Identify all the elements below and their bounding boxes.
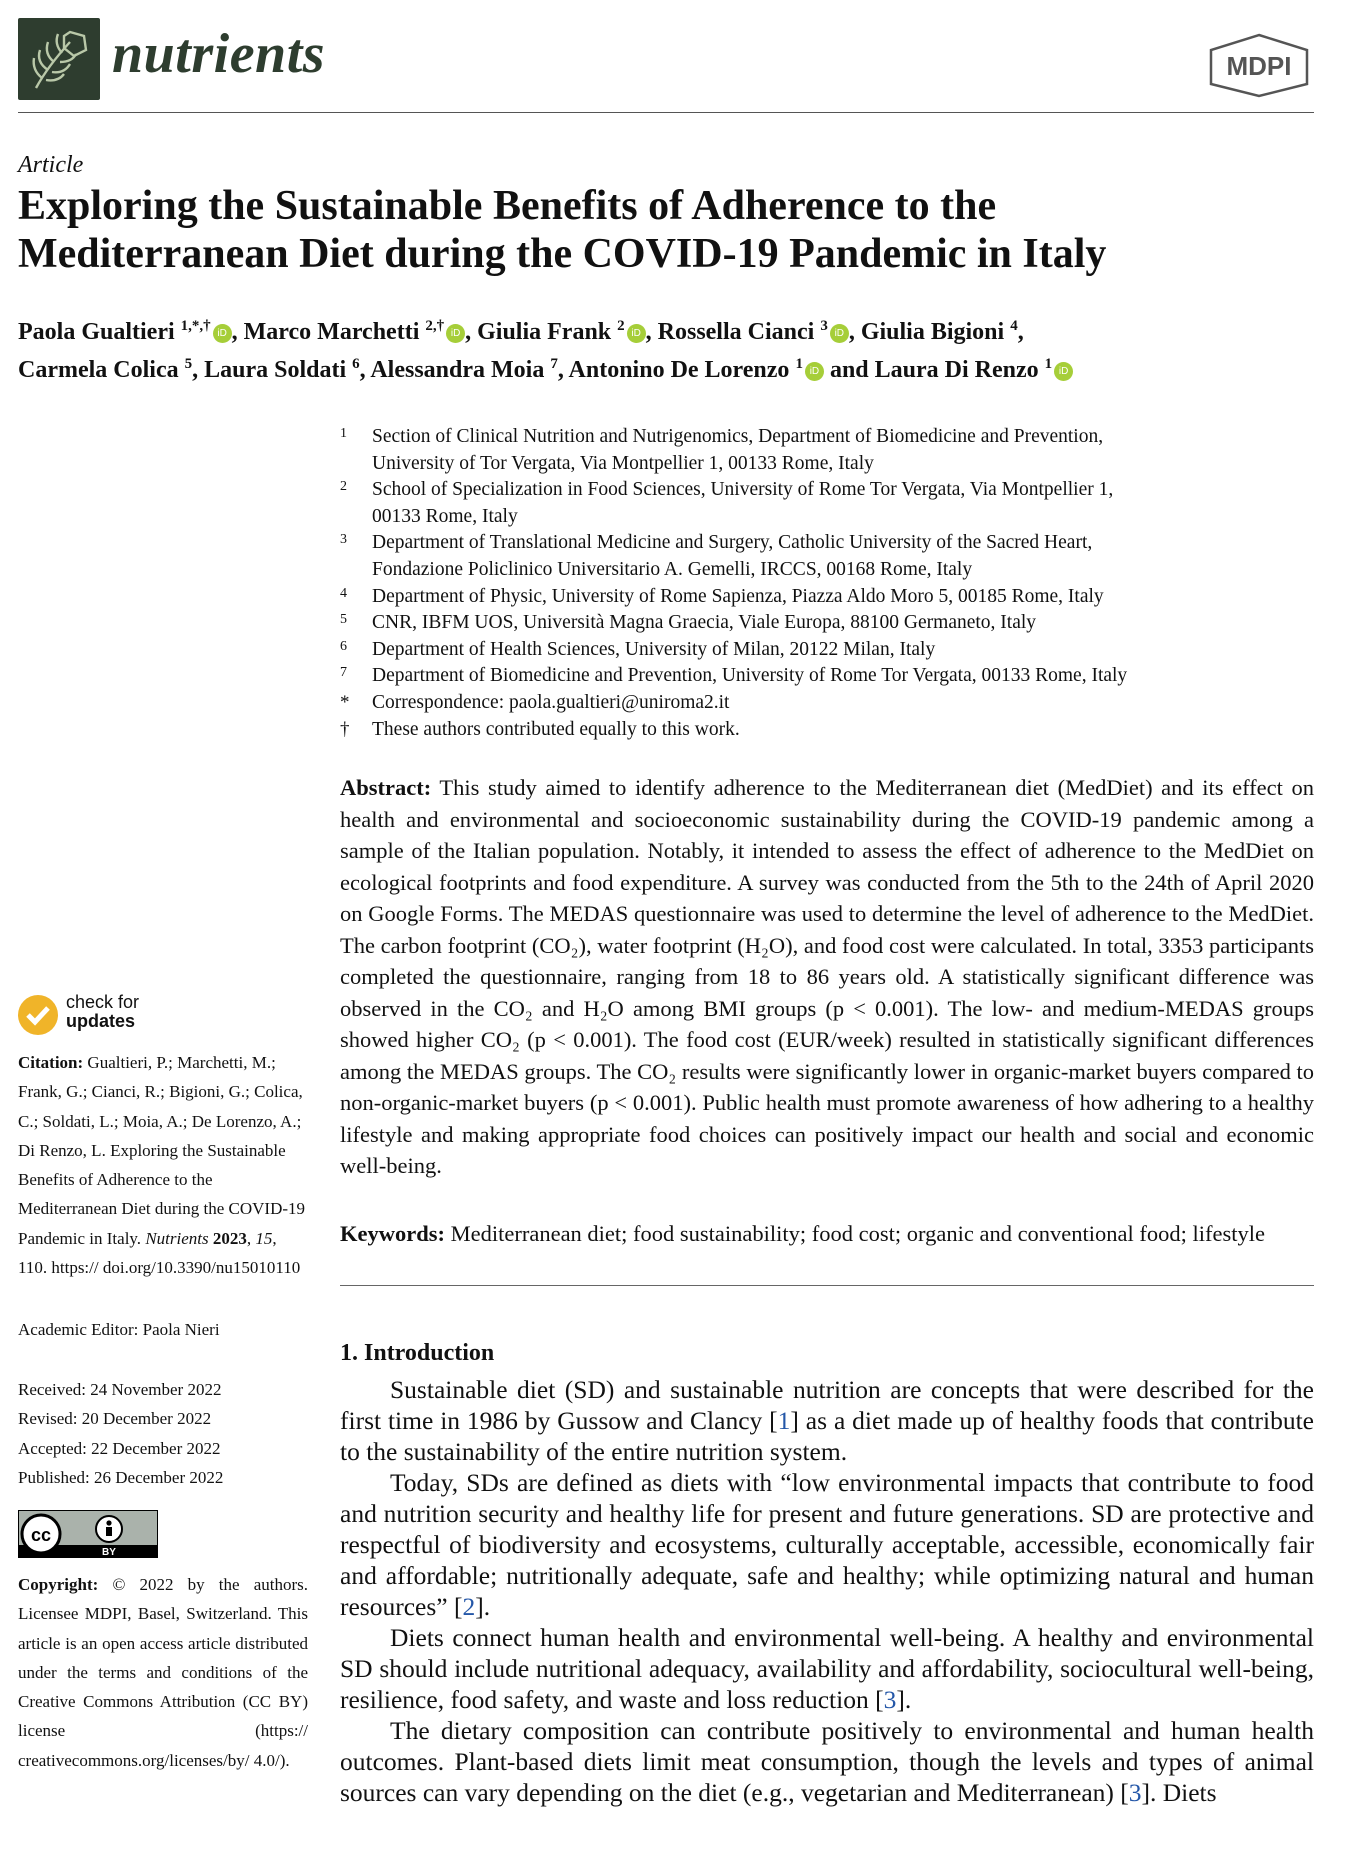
keywords	[340, 1218, 1314, 1250]
author-list	[18, 310, 1318, 386]
revised-date: Revised: 20 December 2022	[18, 1409, 212, 1429]
affiliation-line: University of Tor Vergata, Via Montpellier 1, 00133 Rome, Italy	[372, 452, 874, 474]
affiliation-list	[340, 424, 1330, 743]
affiliation-line: Department of Biomedicine and Prevention, University of Rome Tor Vergata, 00133 Rome, Italy	[372, 665, 1128, 687]
article-title	[18, 182, 1318, 278]
affiliation-item	[340, 584, 1330, 611]
copyright-text: © 2022 by the authors. Licensee MDPI, Basel, Switzerland. This article is an open access article distributed under the terms and conditions of the Creative Commons Attribution (CC BY) license (https:// creativecommons.org/licenses/by/ 4.0/).	[18, 1575, 309, 1770]
keywords-label: Keywords:	[340, 1221, 445, 1246]
author-affiliation-mark: 3	[820, 318, 828, 334]
author-separator: ,	[192, 357, 205, 383]
paragraph: The dietary composition can contribute positively to environmental and human health outcomes. Plant-based diets limit meat consumption, though the levels and types of animal sources can vary depending on the diet (e.g., vegetarian and Mediterranean) [3]. Diets	[340, 1716, 1314, 1807]
check-label-line2: updates	[66, 1011, 136, 1031]
affiliation-mark: 3	[340, 532, 347, 548]
header-divider	[18, 112, 1314, 113]
paragraph: Diets connect human health and environmental well-being. A healthy and environmental SD should include nutritional adequacy, availability and affordability, sociocultural well-being, resilience, food safety, and waste and loss reduction [3].	[340, 1623, 1314, 1714]
academic-editor: Academic Editor: Paola Nieri	[18, 1320, 220, 1339]
paragraph: Sustainable diet (SD) and sustainable nutrition are concepts that were described for the first time in 1986 by Gussow and Clancy [1] as a diet made up of healthy foods that contribute to the sustainability of the entire nutrition system.	[340, 1375, 1315, 1466]
affiliation-item	[340, 610, 1330, 637]
author-name: Laura Di Renzo	[874, 357, 1039, 383]
affiliation-line: CNR, IBFM UOS, Università Magna Graecia, Viale Europa, 88100 Germaneto, Italy	[372, 612, 1037, 634]
author-name: Laura Soldati	[204, 357, 347, 383]
affiliation-line: Department of Health Sciences, University of Milan, 20122 Milan, Italy	[372, 638, 936, 660]
author-separator: ,	[465, 319, 478, 345]
title-line: Exploring the Sustainable Benefits of Adherence to the	[18, 183, 997, 229]
author-name: Carmela Colica	[18, 357, 179, 383]
author-name: Marco Marchetti	[243, 319, 420, 345]
keywords-text: Mediterranean diet; food sustainability; food cost; organic and conventional food; lifestyle	[450, 1221, 1265, 1246]
affiliation-line: Department of Translational Medicine and Surgery, Catholic University of the Sacred Heart,	[372, 532, 1093, 554]
affiliation-item	[340, 530, 1330, 583]
affiliation-item	[340, 637, 1330, 664]
affiliation-line: Department of Physic, University of Rome Sapienza, Piazza Aldo Moro 5, 00185 Rome, Italy	[372, 585, 1104, 607]
orcid-icon[interactable]: iD	[1054, 362, 1073, 381]
by-label: BY	[102, 1547, 116, 1557]
check-label-line1: check for	[66, 992, 140, 1012]
author-affiliation-mark: 1	[1044, 356, 1053, 372]
doi-link[interactable]: doi.org/10.3390/nu15010110	[102, 1258, 301, 1278]
author-name: Giulia Frank	[477, 319, 612, 345]
affiliation-line: These authors contributed equally to this work.	[372, 718, 740, 740]
author-affiliation-mark: 6	[352, 356, 360, 372]
reference-link[interactable]: 2	[462, 1592, 476, 1621]
author-separator: ,	[848, 319, 861, 345]
orcid-icon[interactable]: iD	[830, 324, 849, 343]
abstract-label: Abstract:	[340, 775, 432, 800]
author-affiliation-mark: 2	[617, 318, 625, 334]
mdpi-logo	[1207, 32, 1311, 103]
author-affiliation-mark: 4	[1010, 318, 1018, 334]
author-affiliation-mark: 1	[795, 356, 803, 372]
cc-label: cc	[30, 1525, 52, 1545]
affiliation-mark: 4	[340, 585, 347, 601]
introduction-body	[340, 1374, 1314, 1808]
citation-text: Gualtieri, P.; Marchetti, M.; Frank, G.; Cianci, R.; Bigioni, G.; Colica, C.; Soldati, L.; Moia, A.; De Lorenzo, A.; Di Renzo, L. Exploring the Sustainable Benefits of Adherence to the Mediterranean Diet during the COVID-19 Pandemic in Italy.	[18, 1053, 306, 1248]
affiliation-mark: 1	[340, 426, 347, 441]
author-name: Antonino De Lorenzo	[568, 357, 790, 383]
affiliation-item	[340, 690, 1330, 717]
publisher-name: MDPI	[1226, 51, 1292, 81]
citation-volume: 15	[255, 1228, 273, 1248]
received-date: Received: 24 November 2022	[18, 1380, 222, 1399]
author-separator: ,	[231, 319, 244, 345]
abstract-text: This study aimed to identify adherence to the Mediterranean diet (MedDiet) and its effect on health and environmental and socioeconomic sustainability during the COVID-19 pandemic among a sample of the Italian population. Notably, it intended to assess the effect of adherence to the MedDiet on ecological footprints and food expenditure. A survey was conducted from the 5th to the 24th of April 2020 on Google Forms. The MEDAS questionnaire was used to determine the level of adherence to the MedDiet. The carbon footprint (CO₂), water footprint (H₂O), and food cost were calculated. In total, 3353 participants completed the questionnaire, ranging from 18 to 86 years old. A statistically significant difference was observed in the CO₂ and H₂O among BMI groups (p < 0.001). The low- and medium-MEDAS groups showed higher CO₂ (p < 0.001). The food cost (EUR/week) resulted in statistically significant differences among the MEDAS groups. The CO₂ results were significantly lower in organic-market buyers compared to non-organic-market buyers (p < 0.001). Public health must promote awareness of how adhering to a healthy lifestyle and making appropriate food choices can positively impact our health and social and economic well-being.	[340, 775, 1314, 1178]
orcid-icon[interactable]: iD	[805, 362, 824, 381]
affiliation-mark: *	[340, 691, 350, 713]
article-type: Article	[18, 152, 84, 178]
citation-journal: Nutrients	[145, 1228, 209, 1248]
citation-year: 2023	[212, 1228, 247, 1248]
reference-link[interactable]: 3	[1128, 1778, 1142, 1807]
affiliation-mark: 2	[340, 479, 347, 495]
citation-label: Citation:	[18, 1053, 84, 1072]
affiliation-item	[340, 424, 1330, 477]
author-affiliation-mark: 5	[184, 356, 193, 372]
affiliation-item	[340, 717, 1330, 744]
title-line: Mediterranean Diet during the COVID-19 Pandemic in Italy	[18, 231, 1107, 277]
affiliation-item	[340, 477, 1330, 530]
affiliation-line: Fondazione Policlinico Universitario A. Gemelli, IRCCS, 00168 Rome, Italy	[372, 558, 973, 580]
affiliation-line: Correspondence: paola.gualtieri@uniroma2.it	[372, 691, 730, 713]
author-name: Rossella Cianci	[657, 319, 815, 345]
published-date: Published: 26 December 2022	[18, 1467, 224, 1487]
affiliation-mark: †	[340, 718, 350, 740]
section-heading: 1. Introduction	[340, 1340, 495, 1366]
affiliation-line: Section of Clinical Nutrition and Nutrigenomics, Department of Biomedicine and Prevention,	[372, 426, 1104, 447]
reference-link[interactable]: 1	[777, 1406, 791, 1435]
check-icon	[18, 995, 58, 1035]
journal-logo	[18, 18, 100, 100]
leaf-icon	[18, 18, 100, 100]
author-affiliation-mark: 7	[550, 356, 558, 372]
reference-link[interactable]: 3	[883, 1685, 897, 1714]
affiliation-mark: 7	[340, 665, 347, 681]
author-affiliation-mark: 1,*,†	[180, 318, 211, 334]
dates-block	[18, 1375, 223, 1492]
abstract	[340, 772, 1314, 1182]
author-name: Giulia Bigioni	[860, 319, 1005, 345]
author-separator: ,	[359, 357, 371, 383]
orcid-icon[interactable]: iD	[213, 324, 232, 343]
accepted-date: Accepted: 22 December 2022	[18, 1438, 221, 1458]
affiliation-line: School of Specialization in Food Sciences, University of Rome Tor Vergata, Via Montpellier 1,	[372, 479, 1114, 501]
author-separator: ,	[1017, 319, 1024, 345]
affiliation-line: 00133 Rome, Italy	[372, 505, 518, 527]
copyright-block	[18, 1570, 308, 1775]
author-separator: and	[823, 357, 875, 383]
paragraph: Today, SDs are defined as diets with “low environmental impacts that contribute to food and nutrition security and healthy life for present and future generations. SD are protective and respectful of biodiversity and ecosystems, culturally acceptable, accessible, economically fair and affordable; nutritionally adequate, safe and healthy; while optimizing natural and human resources” [2].	[340, 1468, 1314, 1621]
journal-name: nutrients	[112, 23, 326, 85]
orcid-icon[interactable]: iD	[446, 324, 465, 343]
affiliation-mark: 5	[340, 612, 347, 628]
affiliation-mark: 6	[340, 638, 347, 654]
author-affiliation-mark: 2,†	[425, 318, 445, 334]
copyright-label: Copyright:	[18, 1575, 99, 1594]
cc-by-license-badge[interactable]	[18, 1510, 158, 1558]
citation-pages: , 110. https://	[18, 1228, 277, 1278]
orcid-icon[interactable]: iD	[627, 324, 646, 343]
affiliation-item	[340, 663, 1330, 690]
author-separator: ,	[645, 319, 658, 345]
section-divider	[340, 1285, 1314, 1286]
citation-block: Citation: Gualtieri, P.; Marchetti, M.; Frank, G.; Cianci, R.; Bigioni, G.; Colica, C.; Soldati, L.; Moia, A.; De Lorenzo, A.; Di Renzo, L. Exploring the Sustainable Benefits of Adherence to the Mediterranean Diet during the COVID-19 Pandemic in Italy. Nutrients 2023, 15, 110. https:// doi.org/10.3390/nu15010110	[18, 1053, 306, 1278]
author-name: Alessandra Moia	[370, 357, 545, 383]
author-name: Paola Gualtieri	[18, 319, 175, 345]
author-separator: ,	[557, 357, 569, 383]
